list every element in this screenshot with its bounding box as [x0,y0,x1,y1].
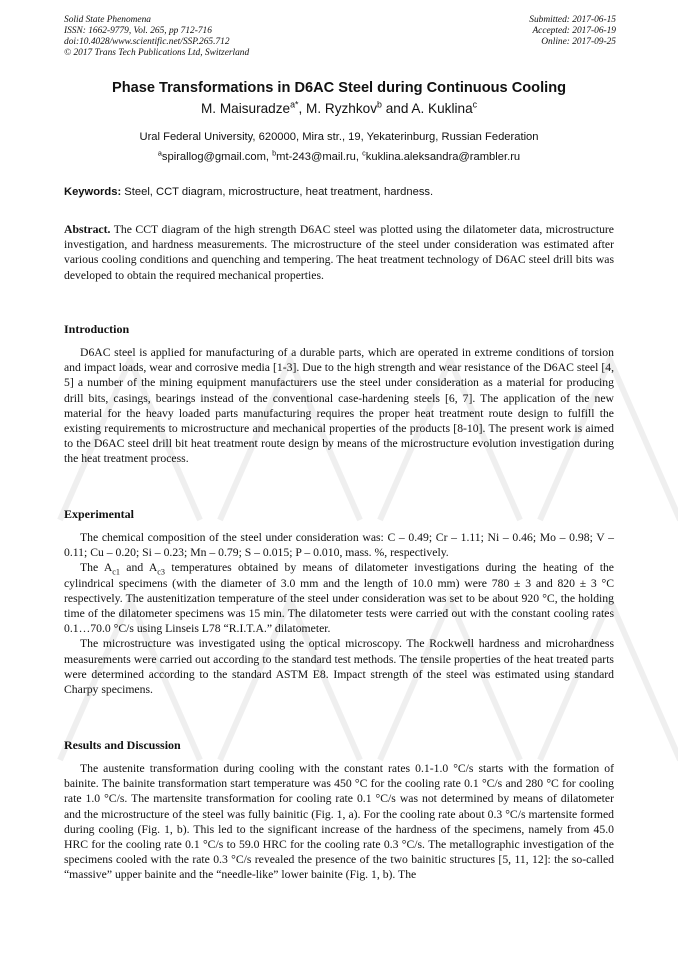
author-2-sup: b [377,99,382,110]
email-b: mt-243@mail.ru, [276,151,363,163]
results-paragraph: The austenite transformation during cooling with the constant rates 0.1-1.0 °C/s starts with the formation of bainite. The bainite transformation start temperature was 450 °C for the cooling rate 0.1 °C/s and 280 °C for cooling rate 1.0 °C/s. The martensite transformation for cooling rate 0.1 °C/s was not determined by means of dilatometer and the microstructure of the steel was fully bainitic (Fig. 1, a). For the cooling rate about 0.3 °C/s martensite formed during cooling (Fig. 1, b). This led to the significant increase of the hardness of the specimens, namely from 45.0 HRC for the cooling rate 0.1 °C/s to 59.0 HRC for the cooling rate 0.3 °C/s. The metallographic investigation of the specimens cooled with the rate 0.3 °C/s revealed the presence of the two bainitic structures [5, 11, 12]: the so-called “massive” upper bainite and the “needle-like” lower bainite (Fig. 1, b). The [64,762,614,882]
header-left [64,15,249,59]
journal-name: Solid State Phenomena [64,15,151,25]
header-right [529,15,616,48]
introduction-paragraph: D6AC steel is applied for manufacturing of a durable parts, which are operated in extreme conditions of torsion and impact loads, wear and corrosive media [1-3]. Due to the high strength and wear resistance of the D6AC steel [4, 5] a number of the mining equipment manufacturers use the steel under consideration as a material for producing drill bits, casings, bearings instead of the conventional case-hardening steels [6, 7]. The application of the new material for the heavy loaded parts manufacturing requires the proper heat treatment route design to fulfill the existing requirements to microstructure and mechanical properties of the products [8-10]. The present work is aimed to the D6AC steel drill bit heat treatment route design by means of the microstructure evolution investigation during the heat treatment process. [64,346,614,466]
introduction-section [64,345,614,467]
keywords-text: Steel, CCT diagram, microstructure, heat treatment, hardness. [121,186,434,198]
abstract-text: The CCT diagram of the high strength D6AC steel was plotted using the dilatometer data, microstructure investigation, and hardness measurements. The microstructure of the steel under consideration was estimated after various cooling conditions and quenching and tempering. The heat treatment technology of D6AC steel drill bits was developed to obtain the required mechanical properties. [64,223,614,282]
email-line [0,148,678,163]
author-1-sup: a* [290,99,299,110]
experimental-paragraph-3: The microstructure was investigated using the optical microscopy. The Rockwell hardness and microhardness measurements were carried out according to the standard test methods. The tensile properties of the heat treated parts were determined according to the standard ASTM E8. Impact strength of the steel was estimated using standard Charpy specimens. [64,637,614,697]
experimental-paragraph-2 [64,560,614,636]
email-c: kuklina.aleksandra@rambler.ru [365,151,521,163]
author-1: M. Maisuradze [200,101,291,116]
email-a: spirallog@gmail.com, [161,151,273,163]
experimental-section [64,530,614,697]
affiliation: Ural Federal University, 620000, Mira str., 19, Yekaterinburg, Russian Federation [139,131,539,143]
p2-sub-c1: c1 [112,567,120,577]
online-date: Online: 2017-09-25 [541,37,616,47]
heading-experimental: Experimental [64,507,134,521]
copyright: © 2017 Trans Tech Publications Ltd, Switzerland [64,48,250,58]
p2-part-a: The A [80,561,113,575]
doi: doi:10.4028/www.scientific.net/SSP.265.712 [64,37,230,47]
p2-sub-c3: c3 [157,567,166,577]
abstract [64,222,614,283]
keywords [64,186,616,198]
heading-introduction: Introduction [64,322,130,336]
author-3-sup: c [472,99,478,110]
abstract-label: Abstract. [64,223,111,236]
paper-title: Phase Transformations in D6AC Steel during Continuous Cooling [111,80,567,96]
p2-part-c: temperatures obtained by means of dilatometer investigations during the heating of the cylindrical specimens (with the diameter of 3.0 mm and the length of 10.0 mm) were 780 ± 3 and 820 ± 3 °C respectively. The austenitization temperature of the steel under consideration was set to be about 920 °C, the holding time of the dilatometer specimens was 15 min. The dilatometer tests were carried out with the constant cooling rates 0.1…70.0 °C/s using Linseis L78 “R.I.T.A.” dilatometer. [64,561,614,636]
p2-part-b: and A [120,561,158,575]
author-2: , M. Ryzhkov [298,101,378,116]
email-b-sup: b [272,148,277,158]
results-section [64,761,614,883]
email-a-sup: a [157,148,162,158]
experimental-paragraph-1: The chemical composition of the steel under consideration was: C – 0.49; Cr – 1.11; Ni – 0.46; Mo – 0.98; V – 0.11; Cu – 0.20; Si – 0.23; Mn – 0.79; S – 0.015; P – 0.010, mass. %, respectively. [64,531,614,560]
accepted-date: Accepted: 2017-06-19 [532,26,616,36]
keywords-label: Keywords: [64,186,122,198]
author-line [0,101,678,116]
heading-results: Results and Discussion [64,738,181,752]
author-3: and A. Kuklina [381,101,473,116]
submitted-date: Submitted: 2017-06-15 [529,15,616,25]
issn: ISSN: 1662-9779, Vol. 265, pp 712-716 [64,26,212,36]
email-c-sup: c [362,148,366,158]
